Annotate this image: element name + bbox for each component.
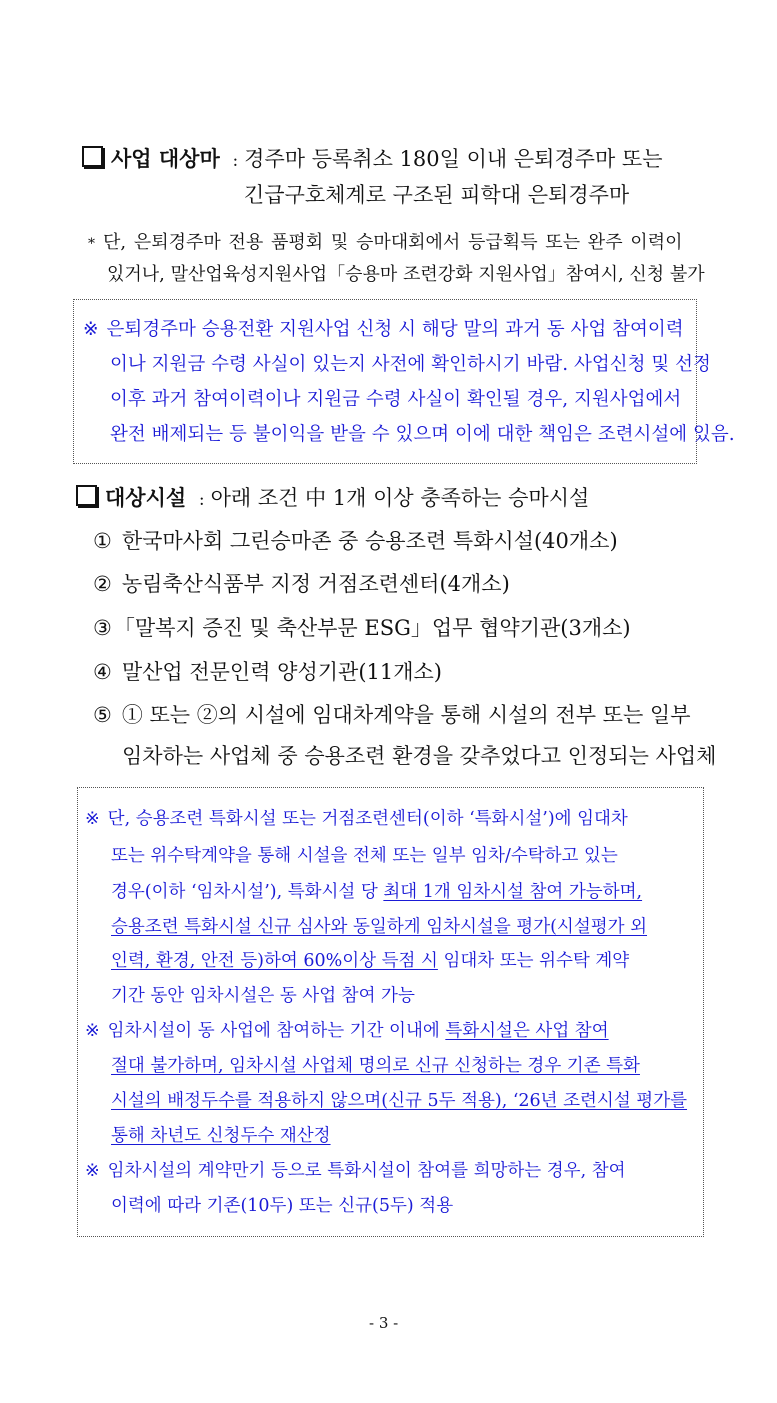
item-text: 말산업 전문인력 양성기관(11개소) [121, 660, 443, 684]
item-number: ③ [93, 616, 112, 640]
reference-mark-icon: ※ [83, 319, 99, 340]
notice2-item1-line1 [85, 805, 628, 830]
notice2-item3-line2: 이력에 따라 기존(10두) 또는 신규(5두) 적용 [111, 1196, 454, 1216]
notice2-item2-line1 [85, 1017, 609, 1042]
notice2-item1-line3 [111, 878, 642, 903]
section2-colon: : [198, 490, 205, 510]
notice1-line2: 이나 지원금 수령 사실이 있는지 사전에 확인하시기 바람. 사업신청 및 선정 [110, 354, 711, 375]
item-text: 한국마사회 그린승마존 중 승용조련 특화시설(40개소) [121, 529, 618, 553]
facility-item-5 [93, 699, 690, 729]
facility-item-1 [93, 525, 618, 555]
notice2-item1-line6: 기간 동안 임차시설은 동 사업 참여 가능 [111, 986, 415, 1006]
note-text-1: 단, 은퇴경주마 전용 품평회 및 승마대회에서 등급획득 또는 완주 이력이 [103, 232, 683, 253]
notice2-item1-line5 [111, 947, 629, 972]
checkbox-square-icon [82, 146, 103, 167]
reference-mark-icon: ※ [85, 1021, 100, 1041]
page-number: - 3 - [369, 1314, 399, 1332]
section-desc-line2: 긴급구호체계로 구조된 피학대 은퇴경주마 [244, 183, 630, 207]
item-text: 「말복지 증진 및 축산부문 ESG」업무 협약기관(3개소) [113, 616, 631, 640]
section-heading-target-facility [76, 482, 589, 512]
notice2-text: 임대차 또는 위수탁 계약 [437, 951, 630, 971]
item-text: ① 또는 ②의 시설에 임대차계약을 통해 시설의 전부 또는 일부 [121, 703, 691, 727]
section2-title: 대상시설 [105, 485, 187, 510]
asterisk-icon: * [88, 236, 95, 252]
note-line1 [88, 228, 682, 254]
checkbox-square-icon [76, 485, 97, 506]
item-number: ② [93, 572, 112, 596]
section-heading-target-horse [82, 143, 663, 173]
notice1-line3: 이후 과거 참여이력이나 지원금 수령 사실이 확인될 경우, 지원사업에서 [110, 389, 682, 410]
facility-item-5-line2: 임차하는 사업체 중 승용조련 환경을 갖추었다고 인정되는 사업체 [122, 744, 717, 768]
reference-mark-icon: ※ [85, 809, 100, 829]
notice2-item2-line4: 통해 차년도 신청두수 재산정 [111, 1126, 331, 1146]
section-title: 사업 대상마 [111, 146, 220, 171]
notice2-item1-line4: 승용조련 특화시설 신규 심사와 동일하게 임차시설을 평가(시설평가 외 [111, 917, 648, 937]
item-text: 농림축산식품부 지정 거점조련센터(4개소) [121, 572, 510, 596]
notice1-text-1: 은퇴경주마 승용전환 지원사업 신청 시 해당 말의 과거 동 사업 참여이력 [106, 319, 684, 340]
item-number: ⑤ [93, 703, 112, 727]
notice2-text: 단, 승용조련 특화시설 또는 거점조련센터(이하 ‘특화시설’)에 임대차 [107, 809, 628, 829]
item-number: ① [93, 529, 112, 553]
notice2-text: 경우(이하 ‘임차시설’), 특화시설 당 [111, 882, 384, 902]
notice2-item3-line1 [85, 1157, 626, 1182]
notice2-underlined-text: 특화시설은 사업 참여 [445, 1021, 609, 1041]
section2-desc: 아래 조건 中 1개 이상 충족하는 승마시설 [210, 486, 590, 510]
section-desc: 경주마 등록취소 180일 이내 은퇴경주마 또는 [244, 147, 663, 171]
reference-mark-icon: ※ [85, 1161, 100, 1181]
facility-item-4 [93, 656, 442, 686]
notice2-text: 임차시설이 동 사업에 참여하는 기간 이내에 [107, 1021, 446, 1041]
notice2-underlined-text: 최대 1개 임차시설 참여 가능하며, [383, 882, 643, 902]
facility-item-3 [93, 612, 631, 642]
note-line2: 있거나, 말산업육성지원사업「승용마 조련강화 지원사업」참여시, 신청 불가 [107, 264, 705, 285]
notice2-text: 임차시설의 계약만기 등으로 특화시설이 참여를 희망하는 경우, 참여 [107, 1161, 626, 1181]
notice2-underlined-text: 인력, 환경, 안전 등)하여 60%이상 득점 시 [111, 951, 438, 971]
facility-item-2 [93, 568, 510, 598]
notice1-line4: 완전 배제되는 등 불이익을 받을 수 있으며 이에 대한 책임은 조련시설에 있음. [110, 424, 735, 445]
item-number: ④ [93, 660, 112, 684]
notice2-item2-line2: 절대 불가하며, 임차시설 사업체 명의로 신규 신청하는 경우 기존 특화 [111, 1056, 640, 1076]
notice2-item2-line3: 시설의 배정두수를 적용하지 않으며(신규 5두 적용), ‘26년 조련시설 평가를 [111, 1091, 688, 1111]
section-colon: : [232, 151, 239, 171]
notice1-line1 [83, 315, 684, 341]
notice2-item1-line2: 또는 위수탁계약을 통해 시설을 전체 또는 일부 임차/수탁하고 있는 [111, 846, 618, 866]
